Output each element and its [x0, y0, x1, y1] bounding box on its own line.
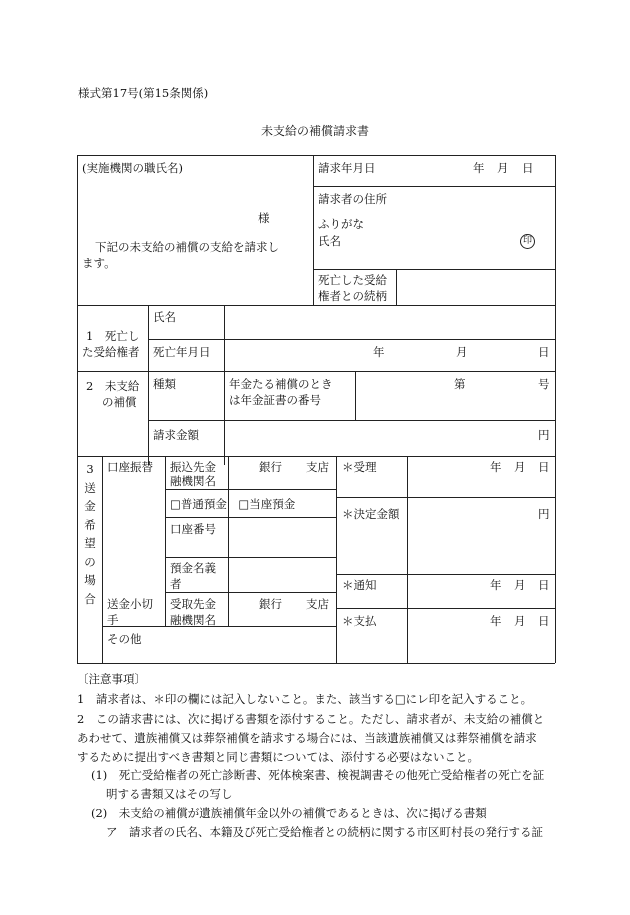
amount-label: 請求金額 [153, 428, 199, 442]
line [228, 456, 229, 626]
received-label: ＊受理 [342, 460, 377, 474]
receiver-bank-name[interactable]: 銀行 [259, 597, 282, 611]
note-4: (2) 未支給の補償が遺族補償年金以外の補償であるときは、次に掲げる書類 [91, 806, 487, 820]
section3-char: 望 [84, 536, 96, 550]
notice-year[interactable]: 年 [490, 578, 502, 592]
death-date-month[interactable]: 月 [456, 345, 468, 359]
section2-label-2: の補償 [102, 395, 137, 409]
payment-day[interactable]: 日 [538, 614, 550, 628]
section1-label-1: 1 死亡し [86, 329, 140, 343]
section3-vertical-label [79, 460, 101, 608]
bank-name[interactable]: 銀行 [259, 460, 282, 474]
receiver-branch-name[interactable]: 支店 [306, 597, 329, 611]
note-2-line3: するために提出すべき書類と同じ書類については、添付する必要はないこと。 [77, 750, 480, 764]
branch-name[interactable]: 支店 [306, 460, 329, 474]
line [148, 305, 149, 465]
section3-char: の [84, 554, 96, 569]
line [77, 456, 555, 457]
payment-label: ＊支払 [342, 614, 377, 628]
death-date-year[interactable]: 年 [373, 345, 385, 359]
section3-char: 3 [86, 462, 94, 476]
relation-label-2: 権者との続柄 [318, 289, 387, 303]
note-2-line1: 2 この請求書には、次に掲げる書類を添付すること。ただし、請求者が、未支給の補償と [77, 712, 545, 726]
request-date-month[interactable]: 月 [497, 161, 509, 175]
line [165, 592, 336, 593]
line [355, 371, 356, 420]
line [148, 420, 555, 421]
line [313, 186, 555, 187]
line [165, 489, 336, 490]
section3-char: 場 [84, 573, 96, 587]
top-divider [313, 155, 314, 305]
notice-label: ＊通知 [342, 578, 377, 592]
section3-char: 金 [84, 499, 96, 513]
death-date-day[interactable]: 日 [538, 345, 550, 359]
bank-label-1: 振込先金 [170, 460, 216, 474]
line [165, 517, 336, 518]
type-label: 種類 [153, 377, 176, 391]
line [102, 626, 336, 627]
payment-month[interactable]: 月 [514, 614, 526, 628]
line [336, 497, 555, 498]
line [396, 269, 397, 305]
furigana-label: ふりがな [318, 217, 364, 231]
section1-label-2: た受給権者 [82, 345, 140, 359]
line [77, 371, 555, 372]
line [313, 269, 555, 270]
bank-label-2: 融機関名 [170, 474, 216, 488]
addressee-label: (実施機関の職氏名) [82, 161, 183, 175]
note-3-line1: (1) 死亡受給権者の死亡診断書、死体検案書、検視調書その他死亡受給権者の死亡を証 [91, 768, 545, 782]
seal-mark: 印 [520, 234, 535, 249]
account-number-label: 口座番号 [170, 522, 216, 536]
address-input[interactable] [400, 190, 550, 210]
honorific-sama: 様 [258, 211, 270, 225]
deceased-name-label: 氏名 [153, 310, 176, 324]
notice-month[interactable]: 月 [514, 578, 526, 592]
line [224, 305, 225, 465]
addressee-input[interactable] [82, 176, 308, 206]
account-holder-label-2: 者 [170, 577, 182, 591]
other-label: その他 [107, 632, 142, 646]
line [165, 456, 166, 626]
certificate-dai[interactable]: 第 [454, 377, 466, 391]
note-2-line2: あわせて、遺族補償又は葬祭補償を請求する場合には、当該遺族補償又は葬祭補償を請求 [77, 731, 537, 745]
request-text-line1: 下記の未支給の補償の支給を請求し [95, 240, 279, 254]
request-text-line2: ます。 [82, 256, 116, 270]
deceased-name-input[interactable] [228, 308, 550, 336]
amount-yen[interactable]: 円 [538, 428, 550, 442]
account-transfer-label: 口座振替 [107, 460, 153, 474]
section3-char: 希 [84, 517, 96, 532]
line [102, 456, 103, 663]
request-date-label: 請求年月日 [318, 161, 376, 175]
received-year[interactable]: 年 [490, 460, 502, 474]
received-month[interactable]: 月 [514, 460, 526, 474]
deposit-type-checkboxes[interactable]: □普通預金 □当座預金 [170, 497, 296, 511]
note-5: ア 請求者の氏名、本籍及び死亡受給権者との続柄に関する市区町村長の発行する証 [106, 825, 543, 839]
table-border-right [555, 155, 556, 663]
line [407, 456, 408, 663]
account-holder-label-1: 預金名義 [170, 561, 216, 575]
relation-label-1: 死亡した受給 [318, 273, 387, 287]
name-label: 氏名 [318, 234, 341, 248]
account-holder-input[interactable] [232, 560, 332, 590]
request-date-day[interactable]: 日 [522, 161, 534, 175]
notes-heading: 〔注意事項〕 [77, 672, 146, 686]
section3-char: 送 [84, 480, 96, 495]
receiver-bank-label-1: 受取先金 [170, 597, 216, 611]
death-date-label: 死亡年月日 [153, 345, 211, 359]
line [336, 608, 555, 609]
section2-label-1: 2 未支給 [86, 379, 140, 393]
note-3-line2: 明する書類又はその写し [106, 787, 233, 801]
line [165, 557, 336, 558]
receiver-bank-label-2: 融機関名 [170, 613, 216, 627]
money-order-label-2: 手 [107, 613, 119, 627]
name-input[interactable] [350, 230, 510, 250]
note-1: 1 請求者は、＊印の欄には記入しないこと。また、該当する□にレ印を記入すること。 [77, 692, 533, 706]
pension-note-1: 年金たる補償のとき [229, 377, 333, 391]
money-order-label-1: 送金小切 [107, 597, 153, 611]
table-border-left [77, 155, 78, 663]
received-day[interactable]: 日 [538, 460, 550, 474]
request-date-year[interactable]: 年 [473, 161, 485, 175]
account-number-input[interactable] [232, 520, 332, 554]
certificate-go[interactable]: 号 [538, 377, 550, 391]
decided-amount-label: ＊決定金額 [342, 507, 400, 521]
table-border-bottom [77, 663, 555, 664]
line [336, 574, 555, 575]
line [336, 456, 337, 663]
decided-amount-yen[interactable]: 円 [538, 507, 550, 521]
form-title: 未支給の補償請求書 [261, 124, 370, 138]
table-border-top [77, 155, 555, 156]
section3-char: 合 [84, 591, 96, 606]
address-label: 請求者の住所 [318, 192, 387, 206]
pension-note-2: は年金証書の番号 [229, 393, 321, 407]
notice-day[interactable]: 日 [538, 578, 550, 592]
form-number: 様式第17号(第15条関係) [78, 86, 209, 100]
payment-year[interactable]: 年 [490, 614, 502, 628]
relation-input[interactable] [400, 273, 550, 301]
line [148, 339, 555, 340]
